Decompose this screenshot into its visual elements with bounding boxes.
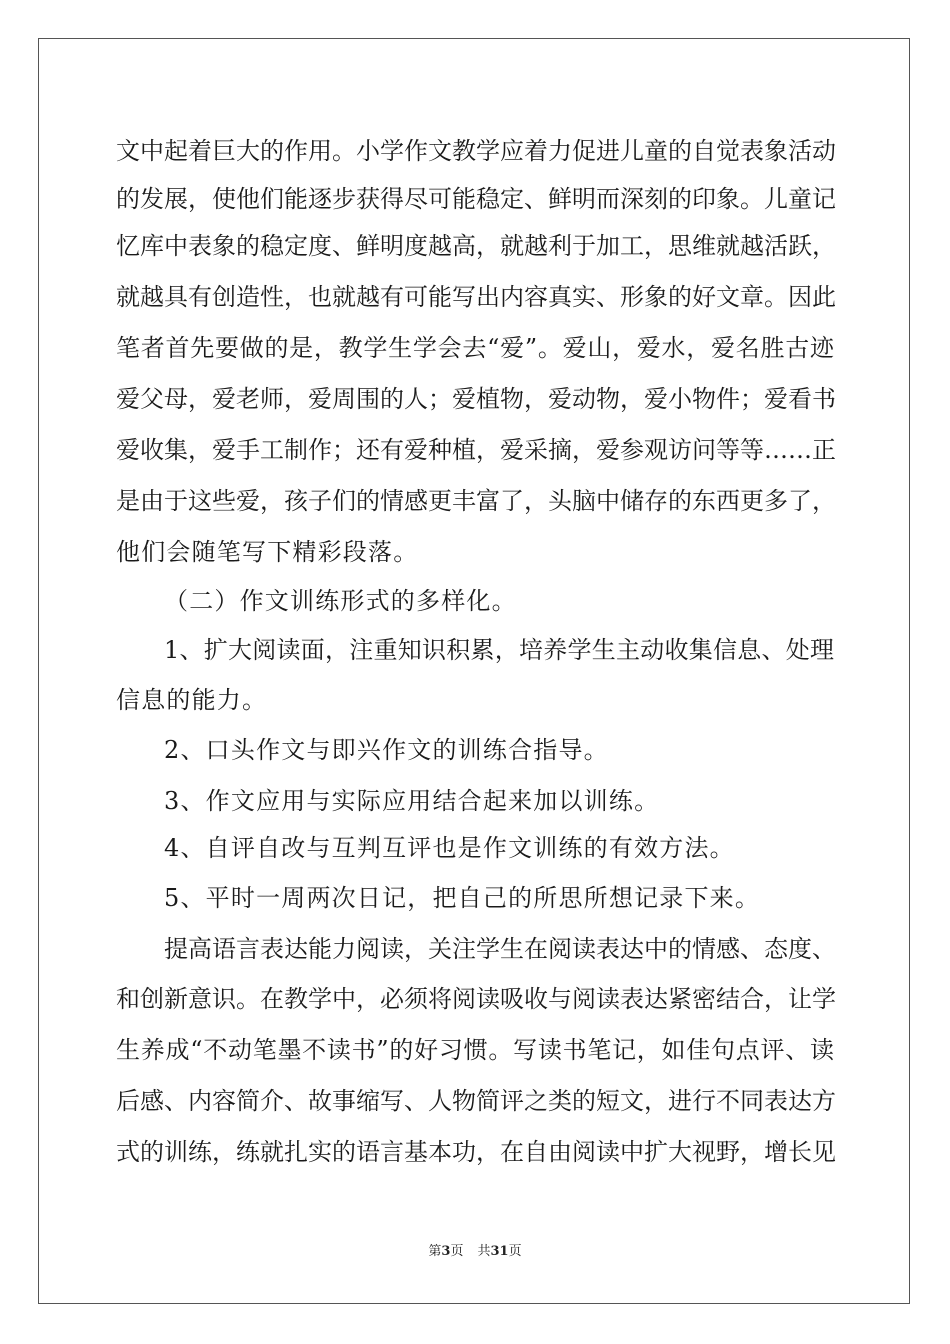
section-heading: （二）作文训练形式的多样化。: [164, 587, 517, 615]
text-line-9: 他们会随笔写下精彩段落。: [116, 538, 419, 566]
text-line-3: 忆库中表象的稳定度、鲜明度越高，就越利于加工，思维就越活跃，: [116, 232, 836, 260]
paragraph-line-5: 式的训练，练就扎实的语言基本功，在自由阅读中扩大视野，增长见: [116, 1138, 836, 1166]
text-line-7: 爱收集，爱手工制作；还有爱种植，爱采摘，爱参观访问等等……正: [116, 436, 836, 464]
text-line-2: 的发展，使他们能逐步获得尽可能稳定、鲜明而深刻的印象。儿童记: [116, 185, 836, 213]
list-item-5: 5、平时一周两次日记，把自己的所思所想记录下来。: [164, 884, 761, 912]
text-line-4: 就越具有创造性，也就越有可能写出内容真实、形象的好文章。因此: [116, 283, 836, 311]
paragraph-line-1: 提高语言表达能力阅读，关注学生在阅读表达中的情感、态度、: [164, 935, 836, 963]
list-item-2: 2、口头作文与即兴作文的训练合指导。: [164, 736, 609, 764]
text-line-6: 爱父母，爱老师，爱周围的人；爱植物，爱动物，爱小物件；爱看书: [116, 385, 836, 413]
page-total-number: 31: [490, 1244, 509, 1259]
total-suffix: 页: [508, 1244, 522, 1259]
list-item-1-line-2: 信息的能力。: [116, 686, 268, 714]
list-item-4: 4、自评自改与互判互评也是作文训练的有效方法。: [164, 834, 735, 862]
text-line-5: 笔者首先要做的是，教学生学会去“爱”。爱山，爱水，爱名胜古迹: [116, 334, 834, 362]
paragraph-line-3: 生养成“不动笔墨不读书”的好习惯。写读书笔记，如佳句点评、读: [116, 1036, 834, 1064]
paragraph-line-2: 和创新意识。在教学中，必须将阅读吸收与阅读表达紧密结合，让学: [116, 985, 836, 1013]
total-prefix: 共: [477, 1244, 491, 1259]
page-prefix: 第: [428, 1244, 442, 1259]
page-footer: [0, 1243, 950, 1261]
list-item-3: 3、作文应用与实际应用结合起来加以训练。: [164, 787, 660, 815]
text-line-8: 是由于这些爱，孩子们的情感更丰富了，头脑中储存的东西更多了，: [116, 487, 836, 515]
page-suffix: 页: [450, 1244, 464, 1259]
list-item-1-line-1: 1、扩大阅读面，注重知识积累，培养学生主动收集信息、处理: [164, 636, 834, 664]
paragraph-line-4: 后感、内容简介、故事缩写、人物简评之类的短文，进行不同表达方: [116, 1087, 836, 1115]
page-current-number: 3: [441, 1244, 451, 1259]
text-line-1: 文中起着巨大的作用。小学作文教学应着力促进儿童的自觉表象活动: [116, 137, 836, 165]
